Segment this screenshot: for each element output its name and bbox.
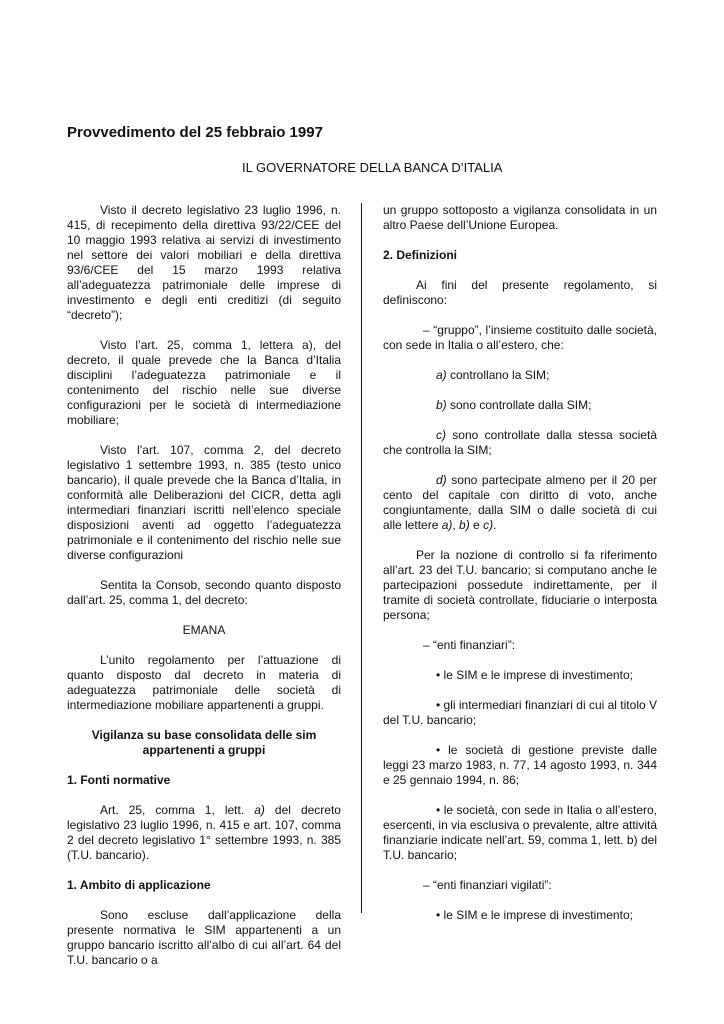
paragraph: Visto il decreto legislativo 23 luglio 1996, n. 415, di recepimento della direttiva 93/22/CEE del 10 maggio 1993 relativa ai servizi di investimento nel settore dei valori mobiliari e della direttiva 93/6/CEE del 15 marzo 1993 relativa all’adeguatezza patrimoniale delle imprese di investimento e degli enti creditizi (di seguito “decreto”);: [67, 203, 341, 322]
left-column: [67, 203, 341, 983]
paragraph: Visto l’art. 107, comma 2, del decreto legislativo 1 settembre 1993, n. 385 (testo unico bancario), il quale prevede che la Banca d’Italia, in conformità alle Deliberazioni del CICR, detta agli intermediari finanziari iscritti nell’elenco speciale disposizioni aventi ad oggetto l’adeguatezza patrimoniale e il contenimento del rischio nelle sue diverse configurazioni: [67, 443, 341, 562]
bullet-item: • le SIM e le imprese di investimento;: [436, 668, 633, 682]
list-item: b) sono controllate dalla SIM;: [436, 398, 592, 412]
list-item: c) sono controllate dalla stessa società che controlla la SIM;: [383, 428, 657, 457]
definition-enti-finanziari: – “enti finanziari”:: [423, 638, 516, 652]
section-title: Vigilanza su base consolidata delle sim appartenenti a gruppi: [91, 728, 317, 757]
column-divider: [361, 203, 362, 913]
list-item: a) controllano la SIM;: [436, 368, 550, 382]
paragraph: Visto l’art. 25, comma 1, lettera a), del decreto, il quale prevede che la Banca d’Italia disciplini l’adeguatezza patrimoniale e il contenimento del rischio nelle sue diverse configurazioni per le società di intermediazione mobiliare;: [67, 338, 341, 427]
bullet-item: • gli intermediari finanziari di cui al titolo V del T.U. bancario;: [383, 698, 657, 727]
page-title: Provvedimento del 25 febbraio 1997: [67, 124, 323, 141]
section-heading: 1. Fonti normative: [67, 773, 171, 787]
section-heading: 2. Definizioni: [383, 248, 458, 262]
bullet-item: • le società, con sede in Italia o all’estero, esercenti, in via esclusiva o prevalente, altre attività finanziarie indicate nell’art. 59, comma 1, lett. b) del T.U. bancario;: [383, 803, 657, 862]
emana-heading: EMANA: [182, 623, 226, 637]
issuing-authority: IL GOVERNATORE DELLA BANCA D’ITALIA: [242, 160, 503, 175]
paragraph: L’unito regolamento per l’attuazione di quanto disposto dal decreto in materia di adeguatezza patrimoniale delle società di intermediazione mobiliare appartenenti a gruppi.: [67, 653, 341, 712]
paragraph: Sono escluse dall’applicazione della presente normativa le SIM appartenenti a un gruppo bancario iscritto all’albo di cui all’art. 64 del T.U. bancario o a: [67, 908, 341, 967]
definition-enti-finanziari-vigilati: – “enti finanziari vigilati”:: [423, 878, 552, 892]
paragraph: Art. 25, comma 1, lett. a) del decreto legislativo 23 luglio 1996, n. 415 e art. 107, comma 2 del decreto legislativo 1° settembre 1993, n. 385 (T.U. bancario).: [67, 803, 341, 862]
paragraph: un gruppo sottoposto a vigilanza consolidata in un altro Paese dell’Unione Europea.: [383, 203, 657, 232]
paragraph: Per la nozione di controllo si fa riferimento all’art. 23 del T.U. bancario; si computano anche le partecipazioni possedute indirettamente, per il tramite di società controllate, fiduciarie o interposta persona;: [383, 548, 657, 622]
bullet-item: • le SIM e le imprese di investimento;: [436, 908, 633, 922]
definition-gruppo: – “gruppo”, l’insieme costituito dalle società, con sede in Italia o all’estero, che:: [383, 323, 657, 352]
bullet-item: • le società di gestione previste dalle leggi 23 marzo 1983, n. 77, 14 agosto 1993, n. 344 e 25 gennaio 1994, n. 86;: [383, 743, 657, 787]
right-column: [383, 203, 657, 938]
section-heading: 1. Ambito di applicazione: [67, 878, 211, 892]
list-item: d) sono partecipate almeno per il 20 per cento del capitale con diritto di voto, anche congiuntamente, dalla SIM o dalle società di cui alle lettere a), b) e c).: [383, 473, 657, 532]
paragraph: Sentita la Consob, secondo quanto disposto dall’art. 25, comma 1, del decreto:: [67, 578, 341, 607]
paragraph: Ai fini del presente regolamento, si definiscono:: [383, 278, 657, 307]
